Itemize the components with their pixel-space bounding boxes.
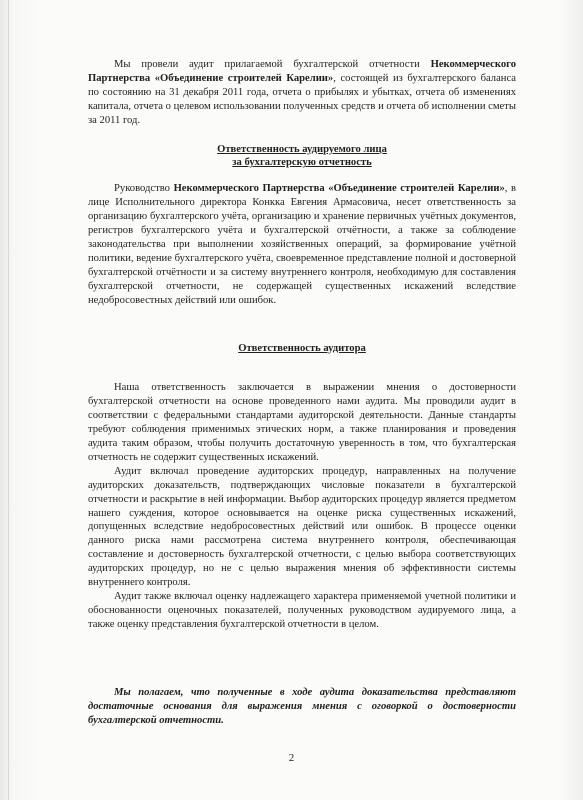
management-lead: Руководство [114,183,174,195]
section-heading-responsibility-line2: за бухгалтерскую отчетность [232,157,372,169]
page-edge-shadow [8,0,9,800]
management-rest: , в лице Исполнительного директора Конкка Евгения Армасовича, несет ответственность за организацию бухгалтерского учёта, организацию и хранение первичных учётных документов, регистров бухгалтерского учёта и бухгалтерской отчётности, а также за соблюдение законодательства при выполнении хозяйственных операций, за формирование учётной политики, ведение бухгалтерского учёта, своевременное представление полной и достоверной бухгалтерской отчётности и за систему внутреннего контроля, необходимую для составления бухгалтерской отчетности, не содержащей существенных искажений вследствие недобросовестных действий или ошибок. [88,183,516,306]
page-number: 2 [288,752,295,764]
auditor-paragraph-2: Аудит включал проведение аудиторских процедур, направленных на получение аудиторских доказательств, подтверждающих числовые показатели в бухгалтерской отчетности и раскрытие в ней информации. Выбор аудиторских процедур является предметом нашего суждения, которое основывается на оценке риска существенных искажений, допущенных вследствие недобросовестных действий или ошибок. В процессе оценки данного риска нами рассмотрена система внутреннего контроля, обеспечивающая составление и достоверность бухгалтерской отчетности, с целью выбора соответствующих аудиторских процедур, но не с целью выражения мнения об эффективности системы внутреннего контроля. [88,465,516,589]
auditor-paragraph-1: Наша ответственность заключается в выражении мнения о достоверности бухгалтерской отчетности на основе проведенного нами аудита. Мы проводили аудит в соответствии с федеральными стандартами аудиторской деятельности. Данные стандарты требуют соблюдения применимых этических норм, а также планирования и проведения аудита таким образом, чтобы получить достаточную уверенность в том, что бухгалтерская отчетность не содержит существенных искажений. [88,382,516,463]
management-responsibility-paragraph [88,182,516,307]
intro-organization-name: Некоммерческого Партнерства «Объединение строителей Карелии» [88,59,516,84]
intro-paragraph [88,58,516,128]
section-heading-responsibility-line1: Ответственность аудируемого лица [217,143,387,155]
page-body [88,58,516,632]
intro-lead: Мы провели аудит прилагаемой бухгалтерской отчетности [114,59,431,70]
intro-rest: , состоящей из бухгалтерского баланса по состоянию на 31 декабря 2011 года, отчета о прибылях и убытках, отчета об изменениях капитала, отчета о целевом использовании полученных средств и отчета об исполнении сметы за 2011 год. [88,72,517,126]
audit-conclusion: Мы полагаем, что полученные в ходе аудита доказательства представляют достаточные основания для выражения мнения с оговоркой о достоверности бухгалтерской отчетности. [88,687,516,726]
section-heading-auditor-responsibility: Ответственность аудитора [238,342,366,354]
management-organization-name: Некоммерческого Партнерства «Объединение строителей Карелии» [173,183,505,195]
auditor-paragraph-3: Аудит также включал оценку надлежащего характера применяемой учетной политики и обоснованности оценочных показателей, полученных руководством аудируемого лица, а также оценку представления бухгалтерской отчетности в целом. [88,591,516,630]
